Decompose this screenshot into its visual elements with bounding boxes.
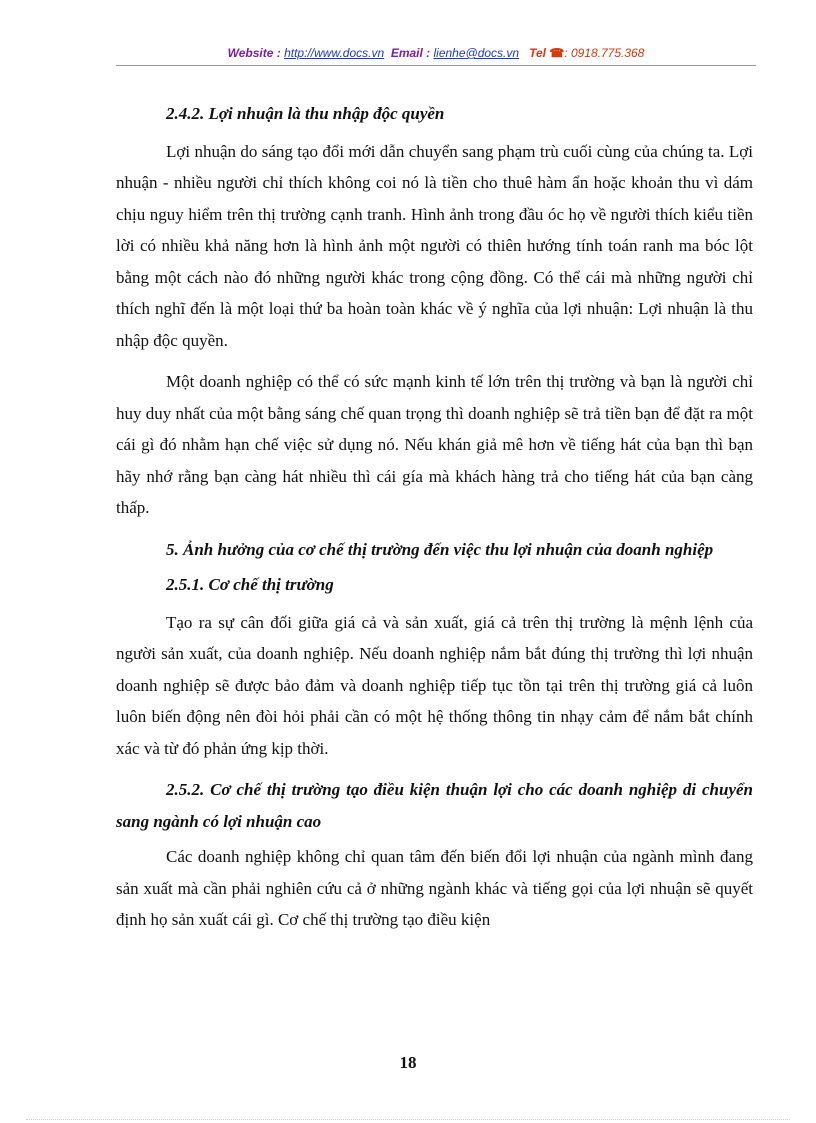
- email-link[interactable]: lienhe@docs.vn: [433, 46, 520, 60]
- page-header: [116, 46, 756, 60]
- page-bottom-border: [26, 1119, 790, 1120]
- section-heading-2-5-1: 2.5.1. Cơ chế thị trường: [166, 575, 334, 594]
- paragraph: Lợi nhuận do sáng tạo đổi mới dẫn chuyển sang phạm trù cuối cùng của chúng ta. Lợi nhuận - nhiều người chỉ thích không coi nó là tiền cho thuê hàm ẩn hoặc khoản thu vì dám chịu nguy hiểm trên thị trường cạnh tranh. Hình ảnh trong đầu óc họ về người thích kiểu tiền lời có nhiều khả năng hơn là hình ảnh một người có thiên hướng tính toán ranh ma bóc lột bằng một cách nào đó những người khác trong cộng đồng. Có thể cái mà những người chỉ thích nghĩ đến là một loại thứ ba hoàn toàn khác về ý nghĩa của lợi nhuận: Lợi nhuận là thu nhập độc quyền.: [116, 141, 753, 350]
- document-body: [116, 96, 753, 946]
- paragraph: Các doanh nghiệp không chỉ quan tâm đến biến đổi lợi nhuận của ngành mình đang sản xuất mà cần phải nghiên cứu cả ở những ngành khác và tiếng gọi của lợi nhuận sẽ quyết định họ sản xuất cái gì. Cơ chế thị trường tạo điều kiện: [116, 847, 753, 929]
- section-heading-2-5-2: 2.5.2. Cơ chế thị trường tạo điều kiện thuận lợi cho các doanh nghiệp di chuyển sang ngành có lợi nhuận cao: [116, 780, 753, 831]
- tel-label: Tel: [529, 46, 550, 60]
- header-divider: [116, 65, 756, 66]
- paragraph: Tạo ra sự cân đối giữa giá cả và sản xuất, giá cả trên thị trường là mệnh lệnh của người sản xuất, của doanh nghiệp. Nếu doanh nghiệp nắm bắt đúng thị trường thì lợi nhuận doanh nghiệp sẽ được bảo đảm và doanh nghiệp tiếp tục tồn tại trên thị trường giá cả luôn luôn biến động nên đòi hỏi phải cần có một hệ thống thông tin nhạy cảm để nắm bắt chính xác và từ đó phản ứng kịp thời.: [116, 612, 753, 758]
- phone-icon: ☎: [549, 46, 565, 60]
- section-heading-5: 5. Ảnh hưởng của cơ chế thị trường đến việc thu lợi nhuận của doanh nghiệp: [166, 539, 714, 559]
- tel-number: : 0918.775.368: [564, 46, 645, 60]
- email-label: Email :: [390, 46, 434, 60]
- paragraph: Một doanh nghiệp có thể có sức mạnh kinh tế lớn trên thị trường và bạn là người chỉ huy duy nhất của một bằng sáng chế quan trọng thì doanh nghiệp sẽ trả tiền bạn để đặt ra một cái gì đó nhằm hạn chế việc sử dụng nó. Nếu khán giả mê hơn về tiếng hát của bạn thì bạn hãy nhớ rằng bạn càng hát nhiều thì cái gía mà khách hàng trả cho tiếng hát của bạn càng thấp.: [116, 372, 753, 517]
- page-number: 18: [399, 1053, 417, 1072]
- section-heading-2-4-2: 2.4.2. Lợi nhuận là thu nhập độc quyền: [166, 104, 445, 123]
- website-link[interactable]: http://www.docs.vn: [284, 46, 385, 60]
- website-label: Website :: [227, 46, 285, 60]
